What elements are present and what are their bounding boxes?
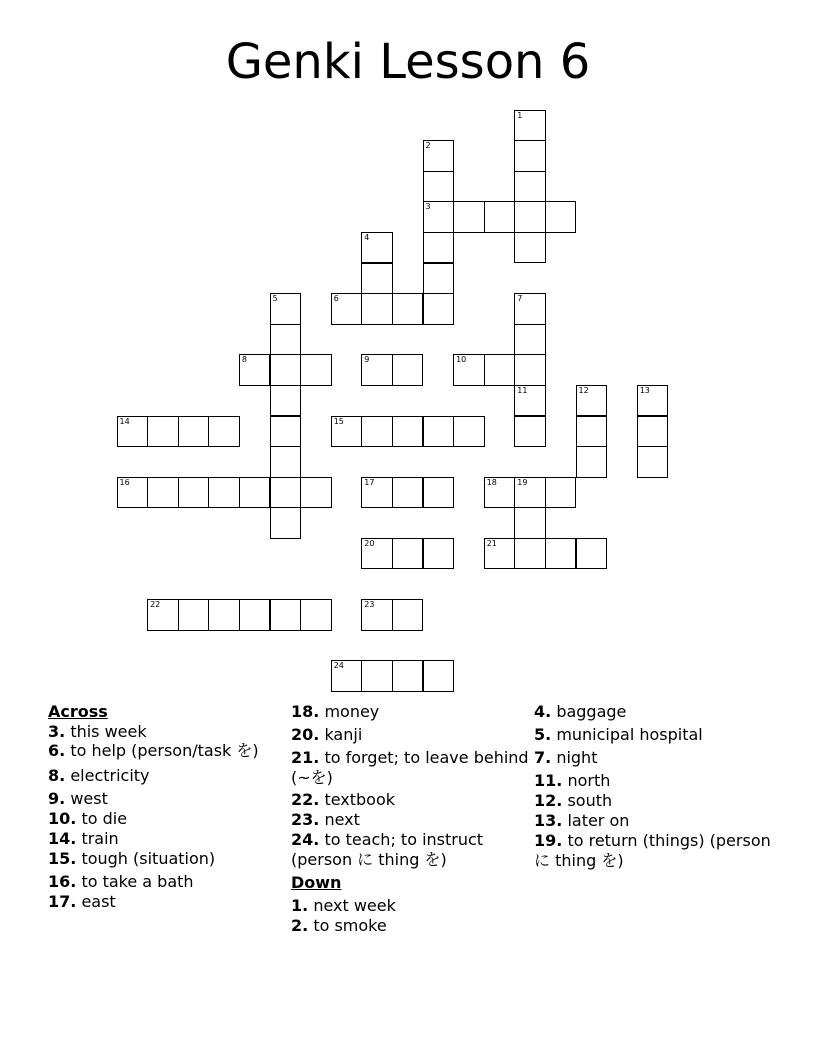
clue-across-3: 3. this week bbox=[48, 722, 147, 741]
crossword-cell[interactable] bbox=[576, 446, 608, 478]
page-title: Genki Lesson 6 bbox=[225, 34, 591, 90]
crossword-cell[interactable] bbox=[208, 416, 240, 448]
clue-across-15: 15. tough (situation) bbox=[48, 849, 216, 868]
crossword-cell[interactable] bbox=[361, 416, 393, 448]
crossword-cell[interactable] bbox=[361, 232, 393, 264]
crossword-cell[interactable] bbox=[117, 477, 149, 509]
crossword-cell[interactable] bbox=[423, 201, 455, 233]
cell-number: 4 bbox=[364, 232, 370, 242]
clue-across-23: 23. next bbox=[291, 810, 360, 829]
crossword-cell[interactable] bbox=[270, 599, 302, 631]
crossword-cell[interactable] bbox=[392, 660, 424, 692]
crossword-cell[interactable] bbox=[208, 477, 240, 509]
clues-column-1 bbox=[48, 702, 288, 912]
cell-number: 14 bbox=[119, 416, 130, 426]
crossword-cell[interactable] bbox=[484, 201, 516, 233]
clue-across-20: 20. kanji bbox=[291, 725, 363, 744]
crossword-cell[interactable] bbox=[300, 354, 332, 386]
crossword-cell[interactable] bbox=[514, 477, 546, 509]
crossword-cell[interactable] bbox=[270, 477, 302, 509]
cell-number: 1 bbox=[517, 110, 523, 120]
crossword-cell[interactable] bbox=[637, 446, 669, 478]
crossword-cell[interactable] bbox=[484, 354, 516, 386]
crossword-cell[interactable] bbox=[423, 477, 455, 509]
clue-down-2: 2. to smoke bbox=[291, 916, 387, 935]
crossword-cell[interactable] bbox=[423, 416, 455, 448]
crossword-cell[interactable] bbox=[147, 416, 179, 448]
crossword-cell[interactable] bbox=[514, 385, 546, 417]
clues-column-3 bbox=[534, 702, 774, 871]
clue-across-10: 10. to die bbox=[48, 809, 128, 828]
cell-number: 18 bbox=[486, 477, 497, 487]
clue-across-22: 22. textbook bbox=[291, 790, 396, 809]
crossword-cell[interactable] bbox=[514, 232, 546, 264]
crossword-cell[interactable] bbox=[361, 538, 393, 570]
crossword-cell[interactable] bbox=[270, 324, 302, 356]
clue-down-4: 4. baggage bbox=[534, 702, 627, 721]
crossword-cell[interactable] bbox=[300, 477, 332, 509]
crossword-cell[interactable] bbox=[514, 507, 546, 539]
crossword-cell[interactable] bbox=[361, 293, 393, 325]
clue-down-1: 1. next week bbox=[291, 896, 396, 915]
crossword-cell[interactable] bbox=[514, 416, 546, 448]
crossword-cell[interactable] bbox=[514, 293, 546, 325]
cell-number: 11 bbox=[517, 385, 528, 395]
cell-number: 8 bbox=[241, 355, 247, 365]
crossword-cell[interactable] bbox=[514, 538, 546, 570]
crossword-cell[interactable] bbox=[270, 446, 302, 478]
cell-number: 16 bbox=[119, 477, 130, 487]
crossword-cell[interactable] bbox=[423, 660, 455, 692]
cell-number: 3 bbox=[425, 202, 431, 212]
crossword-cell[interactable] bbox=[576, 416, 608, 448]
crossword-cell[interactable] bbox=[514, 171, 546, 203]
crossword-cell[interactable] bbox=[392, 354, 424, 386]
crossword-cell[interactable] bbox=[270, 416, 302, 448]
crossword-cell[interactable] bbox=[208, 599, 240, 631]
crossword-cell[interactable] bbox=[361, 354, 393, 386]
crossword-cell[interactable] bbox=[270, 507, 302, 539]
crossword-cell[interactable] bbox=[117, 416, 149, 448]
crossword-cell[interactable] bbox=[453, 201, 485, 233]
clue-across-24: 24. to teach; to instruct (person に thing を) bbox=[291, 830, 484, 869]
crossword-cell[interactable] bbox=[392, 293, 424, 325]
crossword-cell[interactable] bbox=[331, 416, 363, 448]
crossword-cell[interactable] bbox=[392, 538, 424, 570]
crossword-cell[interactable] bbox=[331, 660, 363, 692]
crossword-cell[interactable] bbox=[147, 599, 179, 631]
clue-across-17: 17. east bbox=[48, 892, 116, 911]
crossword-cell[interactable] bbox=[545, 201, 577, 233]
clue-down-13: 13. later on bbox=[534, 811, 630, 830]
cell-number: 7 bbox=[517, 294, 523, 304]
crossword-cell[interactable] bbox=[637, 416, 669, 448]
crossword-cell[interactable] bbox=[484, 477, 516, 509]
crossword-cell[interactable] bbox=[576, 538, 608, 570]
cell-number: 17 bbox=[364, 477, 375, 487]
crossword-cell[interactable] bbox=[147, 477, 179, 509]
cell-number: 10 bbox=[456, 355, 467, 365]
crossword-cell[interactable] bbox=[423, 293, 455, 325]
cell-number: 12 bbox=[578, 385, 589, 395]
crossword-cell[interactable] bbox=[453, 354, 485, 386]
crossword-cell[interactable] bbox=[392, 477, 424, 509]
crossword-cell[interactable] bbox=[331, 293, 363, 325]
crossword-cell[interactable] bbox=[361, 477, 393, 509]
clue-across-18: 18. money bbox=[291, 702, 380, 721]
crossword-cell[interactable] bbox=[361, 660, 393, 692]
clue-down-12: 12. south bbox=[534, 791, 613, 810]
crossword-cell[interactable] bbox=[423, 140, 455, 172]
clue-down-11: 11. north bbox=[534, 771, 611, 790]
cell-number: 21 bbox=[486, 538, 497, 548]
clue-across-6: 6. to help (person/task を) bbox=[48, 741, 259, 760]
clue-across-16: 16. to take a bath bbox=[48, 872, 194, 891]
cell-number: 2 bbox=[425, 141, 431, 151]
crossword-cell[interactable] bbox=[423, 171, 455, 203]
crossword-cell[interactable] bbox=[361, 263, 393, 295]
crossword-cell[interactable] bbox=[514, 354, 546, 386]
crossword-cell[interactable] bbox=[361, 599, 393, 631]
cell-number: 20 bbox=[364, 538, 375, 548]
cell-number: 6 bbox=[333, 294, 339, 304]
crossword-cell[interactable] bbox=[484, 538, 516, 570]
crossword-cell[interactable] bbox=[423, 232, 455, 264]
crossword-cell[interactable] bbox=[178, 416, 210, 448]
clue-across-14: 14. train bbox=[48, 829, 119, 848]
crossword-cell[interactable] bbox=[514, 110, 546, 142]
clue-down-5: 5. municipal hospital bbox=[534, 725, 703, 744]
clue-across-8: 8. electricity bbox=[48, 766, 150, 785]
cell-number: 5 bbox=[272, 294, 278, 304]
crossword-cell[interactable] bbox=[453, 416, 485, 448]
clues-column-2 bbox=[291, 702, 531, 936]
crossword-cell[interactable] bbox=[270, 293, 302, 325]
down-header: Down bbox=[291, 873, 342, 892]
cell-number: 22 bbox=[150, 600, 161, 610]
crossword-cell[interactable] bbox=[178, 599, 210, 631]
cell-number: 23 bbox=[364, 600, 375, 610]
cell-number: 9 bbox=[364, 355, 370, 365]
cell-number: 13 bbox=[639, 385, 650, 395]
crossword-cell[interactable] bbox=[514, 140, 546, 172]
crossword-cell[interactable] bbox=[239, 477, 271, 509]
crossword-cell[interactable] bbox=[300, 599, 332, 631]
clue-across-9: 9. west bbox=[48, 789, 108, 808]
crossword-cell[interactable] bbox=[423, 263, 455, 295]
crossword-cell[interactable] bbox=[392, 416, 424, 448]
crossword-cell[interactable] bbox=[239, 354, 271, 386]
crossword-cell[interactable] bbox=[270, 385, 302, 417]
crossword-cell[interactable] bbox=[392, 599, 424, 631]
across-header: Across bbox=[48, 702, 108, 721]
clue-down-19: 19. to return (things) (person に thing を) bbox=[534, 831, 771, 870]
crossword-cell[interactable] bbox=[545, 538, 577, 570]
crossword-cell[interactable] bbox=[576, 385, 608, 417]
cell-number: 19 bbox=[517, 477, 528, 487]
clue-across-21: 21. to forget; to leave behind (~を) bbox=[291, 748, 529, 787]
crossword-cell[interactable] bbox=[239, 599, 271, 631]
crossword-cell[interactable] bbox=[637, 385, 669, 417]
clue-down-7: 7. night bbox=[534, 748, 598, 767]
crossword-cell[interactable] bbox=[514, 324, 546, 356]
crossword-cell[interactable] bbox=[270, 354, 302, 386]
crossword-cell[interactable] bbox=[514, 201, 546, 233]
crossword-cell[interactable] bbox=[545, 477, 577, 509]
crossword-cell[interactable] bbox=[423, 538, 455, 570]
cell-number: 15 bbox=[333, 416, 344, 426]
cell-number: 24 bbox=[333, 661, 344, 671]
crossword-cell[interactable] bbox=[178, 477, 210, 509]
